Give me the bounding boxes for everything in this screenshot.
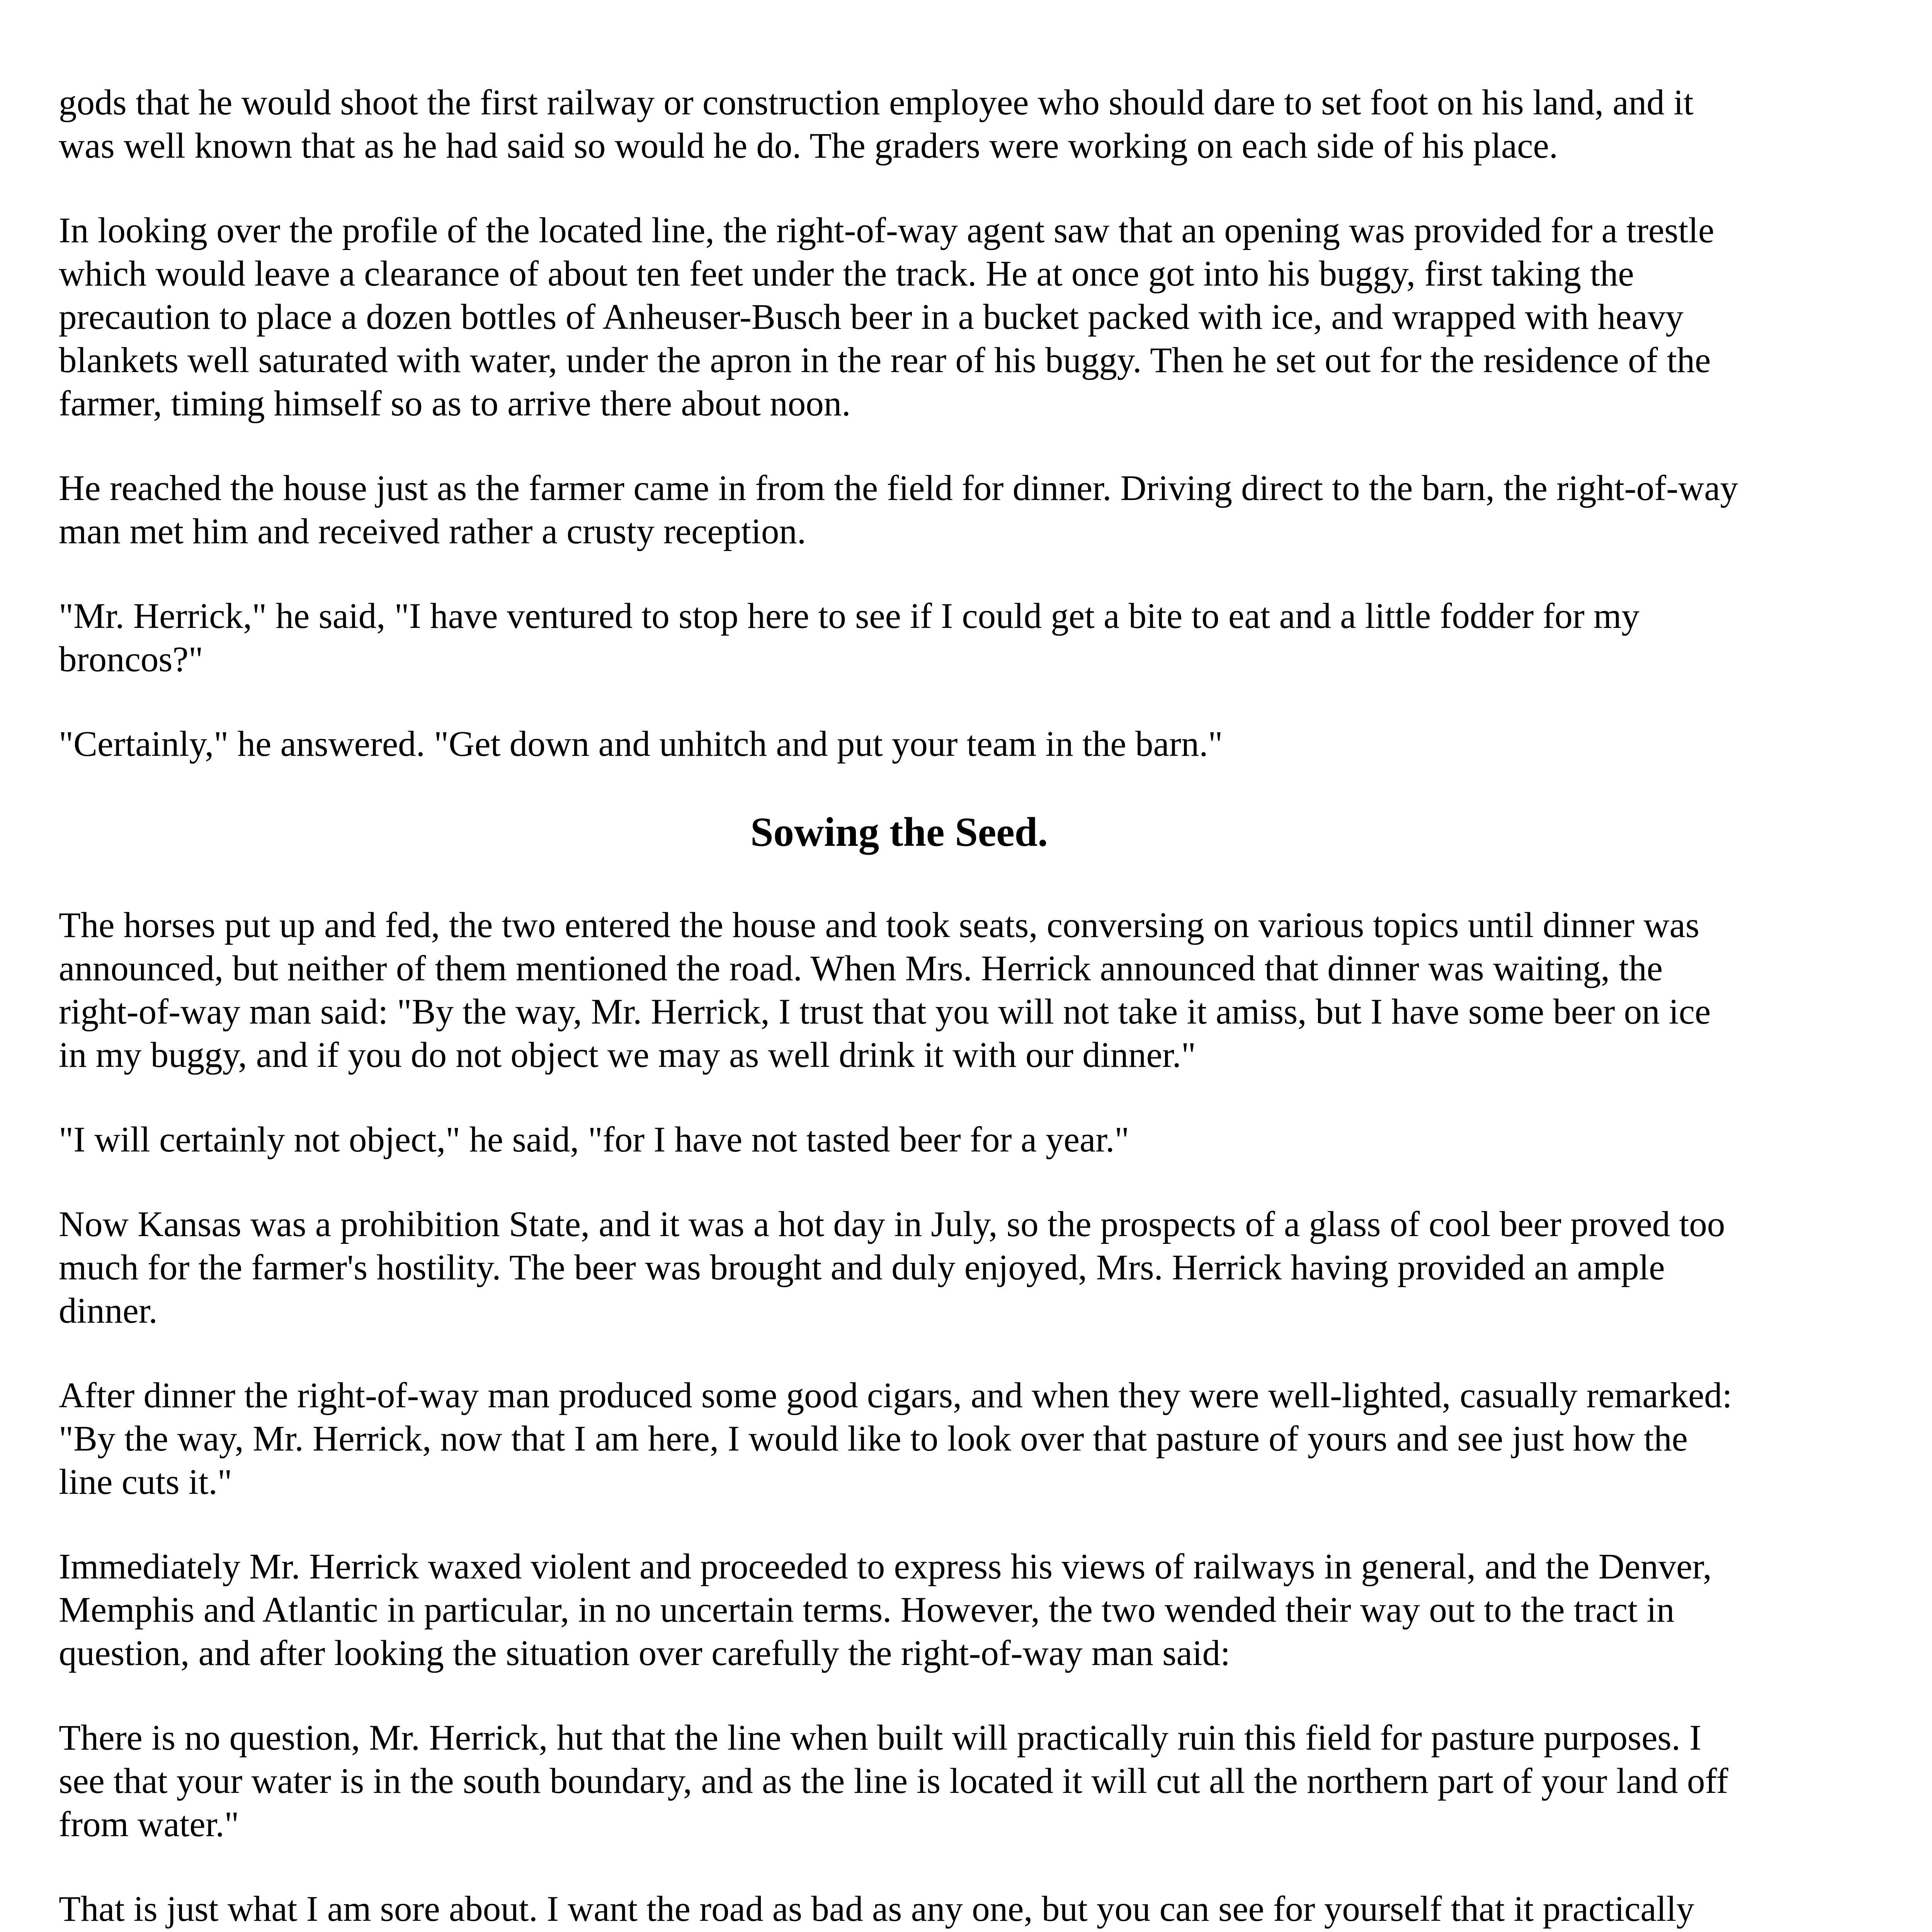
paragraph: The horses put up and fed, the two entered the house and took seats, conversing on various topics until dinner was announced, but neither of them mentioned the road. When Mrs. Herrick announced that dinner was waiting, the right-of-way man said: "By the way, Mr. Herrick, I trust that you will not take it amiss, but I have some beer on ice in my buggy, and if you do not object we may as well drink it with our dinner." bbox=[59, 905, 1711, 1075]
paragraph: In looking over the profile of the located line, the right-of-way agent saw that an opening was provided for a trestle which would leave a clearance of about ten feet under the track. He at once got into his buggy, first taking the precaution to place a dozen bottles of Anheuser-Busch beer in a bucket packed with ice, and wrapped with heavy blankets well saturated with water, under the apron in the rear of his buggy. Then he set out for the residence of the farmer, timing himself so as to arrive there about noon. bbox=[59, 211, 1714, 423]
paragraph: There is no question, Mr. Herrick, hut that the line when built will practically ruin this field for pasture purposes. I see that your water is in the south boundary, and as the line is located it will cut all the northern part of your land off from water." bbox=[59, 1718, 1728, 1844]
paragraph: That is just what I am sore about. I want the road as bad as any one, but you can see for yourself that it practically bbox=[59, 1889, 1694, 1929]
paragraph: "I will certainly not object," he said, "for I have not tasted beer for a year." bbox=[59, 1120, 1129, 1160]
paragraph: Now Kansas was a prohibition State, and it was a hot day in July, so the prospects of a glass of cool beer proved too much for the farmer's hostility. The beer was brought and duly enjoyed, Mrs. Herrick having provided an ample dinner. bbox=[59, 1204, 1725, 1331]
paragraph: "Certainly," he answered. "Get down and unhitch and put your team in the barn." bbox=[59, 724, 1223, 764]
section-heading-sowing: Sowing the Seed. bbox=[750, 810, 1048, 855]
paragraph: gods that he would shoot the first railway or construction employee who should dare to set foot on his land, and it was well known that as he had said so would he do. The graders were working on each side of his place. bbox=[59, 83, 1694, 166]
document-body bbox=[59, 81, 1740, 1932]
paragraph: After dinner the right-of-way man produced some good cigars, and when they were well-lighted, casually remarked: "By the way, Mr. Herrick, now that I am here, I would like to look over that pasture of yours and see just how the line cuts it." bbox=[59, 1376, 1732, 1502]
paragraph: He reached the house just as the farmer came in from the field for dinner. Driving direct to the barn, the right-of-way man met him and received rather a crusty reception. bbox=[59, 468, 1738, 551]
paragraph: Immediately Mr. Herrick waxed violent and proceeded to express his views of railways in general, and the Denver, Memphis and Atlantic in particular, in no uncertain terms. However, the two wended their way out to the tract in question, and after looking the situation over carefully the right-of-way man said: bbox=[59, 1547, 1712, 1673]
paragraph: "Mr. Herrick," he said, "I have ventured to stop here to see if I could get a bite to eat and a little fodder for my broncos?" bbox=[59, 596, 1639, 679]
